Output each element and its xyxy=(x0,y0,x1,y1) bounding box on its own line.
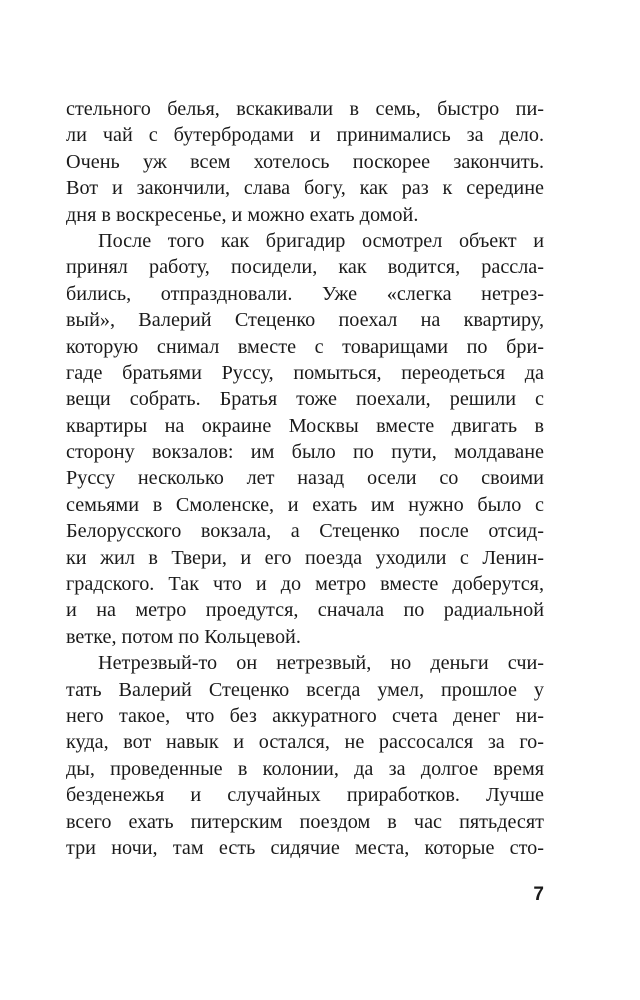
text-line: стельного белья, вскакивали в семь, быстро пи- xyxy=(66,98,544,120)
paragraph xyxy=(66,96,544,228)
text-line: всего ехать питерским поездом в час пятьдесят xyxy=(66,810,544,833)
text-line: гаде братьями Руссу, помыться, переодеться да xyxy=(66,361,544,384)
text-line: три ночи, там есть сидячие места, которые сто- xyxy=(66,836,544,859)
text-line: После того как бригадир осмотрел объект и xyxy=(98,229,544,252)
text-line: квартиры на окраине Москвы вместе двигать в xyxy=(66,414,544,437)
text-line: Очень уж всем хотелось поскорее закончить. xyxy=(66,150,544,173)
text-line: градского. Так что и до метро вместе доберутся, xyxy=(66,573,544,596)
text-line: куда, вот навык и остался, не рассосался за го- xyxy=(66,731,544,754)
paragraph xyxy=(66,650,544,861)
text-line: Вот и закончили, слава богу, как раз к середине xyxy=(66,177,544,200)
paragraph xyxy=(66,228,544,650)
text-line: Нетрезвый-то он нетрезвый, но деньги счи- xyxy=(98,652,544,675)
text-line: которую снимал вместе с товарищами по бри- xyxy=(66,335,544,358)
text-line: ли чай с бутербродами и принимались за дело. xyxy=(66,124,544,147)
text-line: Руссу несколько лет назад осели со своими xyxy=(66,467,544,490)
text-line: и на метро проедутся, сначала по радиальной xyxy=(66,599,544,622)
text-line: бились, отпраздновали. Уже «слегка нетрез- xyxy=(66,282,544,305)
text-line: сторону вокзалов: им было по пути, молдаване xyxy=(66,441,544,464)
text-line: ветке, потом по Кольцевой. xyxy=(66,625,301,648)
text-line: тать Валерий Стеценко всегда умел, прошлое у xyxy=(66,678,544,701)
text-line: безденежья и случайных приработков. Лучше xyxy=(66,784,544,807)
text-line: вещи собрать. Братья тоже поехали, решили с xyxy=(66,388,544,411)
text-line: него такое, что без аккуратного счета денег ни- xyxy=(66,704,544,727)
book-page-text xyxy=(66,96,544,861)
text-line: дня в воскресенье, и можно ехать домой. xyxy=(66,203,419,226)
text-line: семьями в Смоленске, и ехать им нужно было с xyxy=(66,493,544,516)
text-line: ды, проведенные в колонии, да за долгое время xyxy=(66,757,544,780)
text-line: принял работу, посидели, как водится, рассла- xyxy=(66,256,544,279)
text-line: вый», Валерий Стеценко поехал на квартиру, xyxy=(66,309,544,332)
text-line: ки жил в Твери, и его поезда уходили с Ленин- xyxy=(66,546,544,569)
page-number: 7 xyxy=(533,884,544,905)
text-line: Белорусского вокзала, а Стеценко после отсид- xyxy=(66,520,544,543)
